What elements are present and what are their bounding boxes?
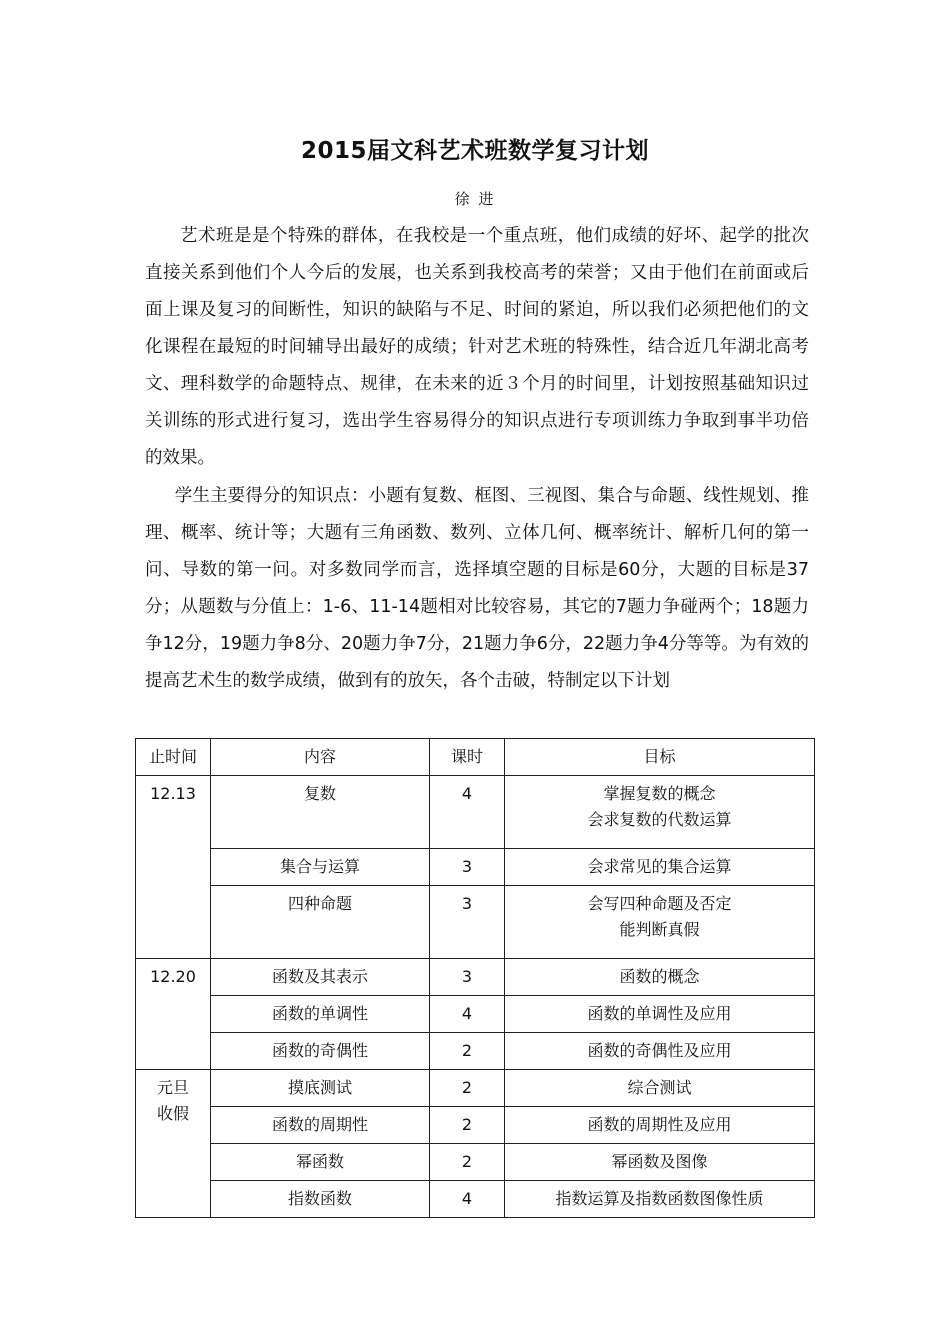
table-row [136,1070,815,1107]
table-row [136,849,815,886]
table-row [136,959,815,996]
date-cell: 12.13 [136,776,211,959]
header-goal: 目标 [505,739,815,776]
hours-cell: 4 [430,776,505,849]
goal-line: 综合测试 [627,1078,692,1097]
content-cell: 函数的奇偶性 [211,1033,430,1070]
goal-line: 函数的奇偶性及应用 [587,1041,732,1060]
goal-cell [505,776,815,849]
goal-cell [505,1144,815,1181]
goal-line: 幂函数及图像 [611,1152,708,1171]
goal-cell [505,886,815,959]
header-time: 止时间 [136,739,211,776]
author-name: 徐 进 [454,190,496,208]
paragraph-text: 学生主要得分的知识点：小题有复数、框图、三视图、集合与命题、线性规划、推理、概率、统计等；大题有三角函数、数列、立体几何、概率统计、解析几何的第一问、导数的第一问。对多数同学而言，选择填空题的目标是60分，大题的目标是37分；从题数与分值上：1-6、11-14题相对比较容易，其它的7题力争碰两个；18题力争12分，19题力争8分、20题力争7分，21题力争6分，22题力争4分等等。为有效的提高艺术生的数学成绩，做到有的放矢，各个击破，特制定以下计划 [145,486,809,691]
table-row [136,996,815,1033]
content-cell: 复数 [211,776,430,849]
goal-line: 会求复数的代数运算 [587,810,732,829]
table-row [136,886,815,959]
table-row [136,1107,815,1144]
content-cell: 函数及其表示 [211,959,430,996]
goal-line: 会求常见的集合运算 [587,857,732,876]
hours-cell: 3 [430,849,505,886]
content-cell: 摸底测试 [211,1070,430,1107]
goal-cell [505,849,815,886]
goal-line: 指数运算及指数函数图像性质 [555,1189,764,1208]
content-cell: 四种命题 [211,886,430,959]
hours-cell: 2 [430,1033,505,1070]
goal-cell [505,1181,815,1218]
goal-line: 函数的单调性及应用 [587,1004,732,1023]
hours-cell: 2 [430,1107,505,1144]
header-content: 内容 [211,739,430,776]
knowledge-points-paragraph [145,478,809,700]
paragraph-text: 艺术班是是个特殊的群体，在我校是一个重点班，他们成绩的好坏、起学的批次直接关系到他们个人今后的发展，也关系到我校高考的荣誉；又由于他们在前面或后面上课及复习的间断性，知识的缺陷与不足、时间的紧迫，所以我们必须把他们的文化课程在最短的时间辅导出最好的成绩；针对艺术班的特殊性，结合近几年湖北高考文、理科数学的命题特点、规律，在未来的近３个月的时间里，计划按照基础知识过关训练的形式进行复习，选出学生容易得分的知识点进行专项训练力争取到事半功倍的效果。 [145,226,809,468]
goal-line: 掌握复数的概念 [603,784,716,803]
content-cell: 幂函数 [211,1144,430,1181]
review-plan-table [135,738,815,1218]
content-cell: 指数函数 [211,1181,430,1218]
table-row [136,776,815,849]
intro-paragraph [145,218,809,477]
table-header-row [136,739,815,776]
goal-line: 能判断真假 [619,920,700,939]
goal-line: 函数的周期性及应用 [587,1115,732,1134]
table-row [136,1033,815,1070]
document-title: 2015届文科艺术班数学复习计划 [300,138,649,164]
date-line: 收假 [156,1104,189,1123]
hours-cell: 4 [430,1181,505,1218]
goal-line: 会写四种命题及否定 [587,894,732,913]
goal-line: 函数的概念 [619,967,700,986]
content-cell: 函数的周期性 [211,1107,430,1144]
table-row [136,1181,815,1218]
date-line: 元旦 [156,1078,189,1097]
hours-cell: 2 [430,1144,505,1181]
table-row [136,1144,815,1181]
hours-cell: 2 [430,1070,505,1107]
goal-cell [505,1107,815,1144]
date-cell: 12.20 [136,959,211,1070]
header-hours: 课时 [430,739,505,776]
goal-cell [505,1070,815,1107]
content-cell: 集合与运算 [211,849,430,886]
content-cell: 函数的单调性 [211,996,430,1033]
goal-cell [505,959,815,996]
date-cell [136,1070,211,1218]
hours-cell: 3 [430,959,505,996]
goal-cell [505,1033,815,1070]
hours-cell: 3 [430,886,505,959]
hours-cell: 4 [430,996,505,1033]
goal-cell [505,996,815,1033]
